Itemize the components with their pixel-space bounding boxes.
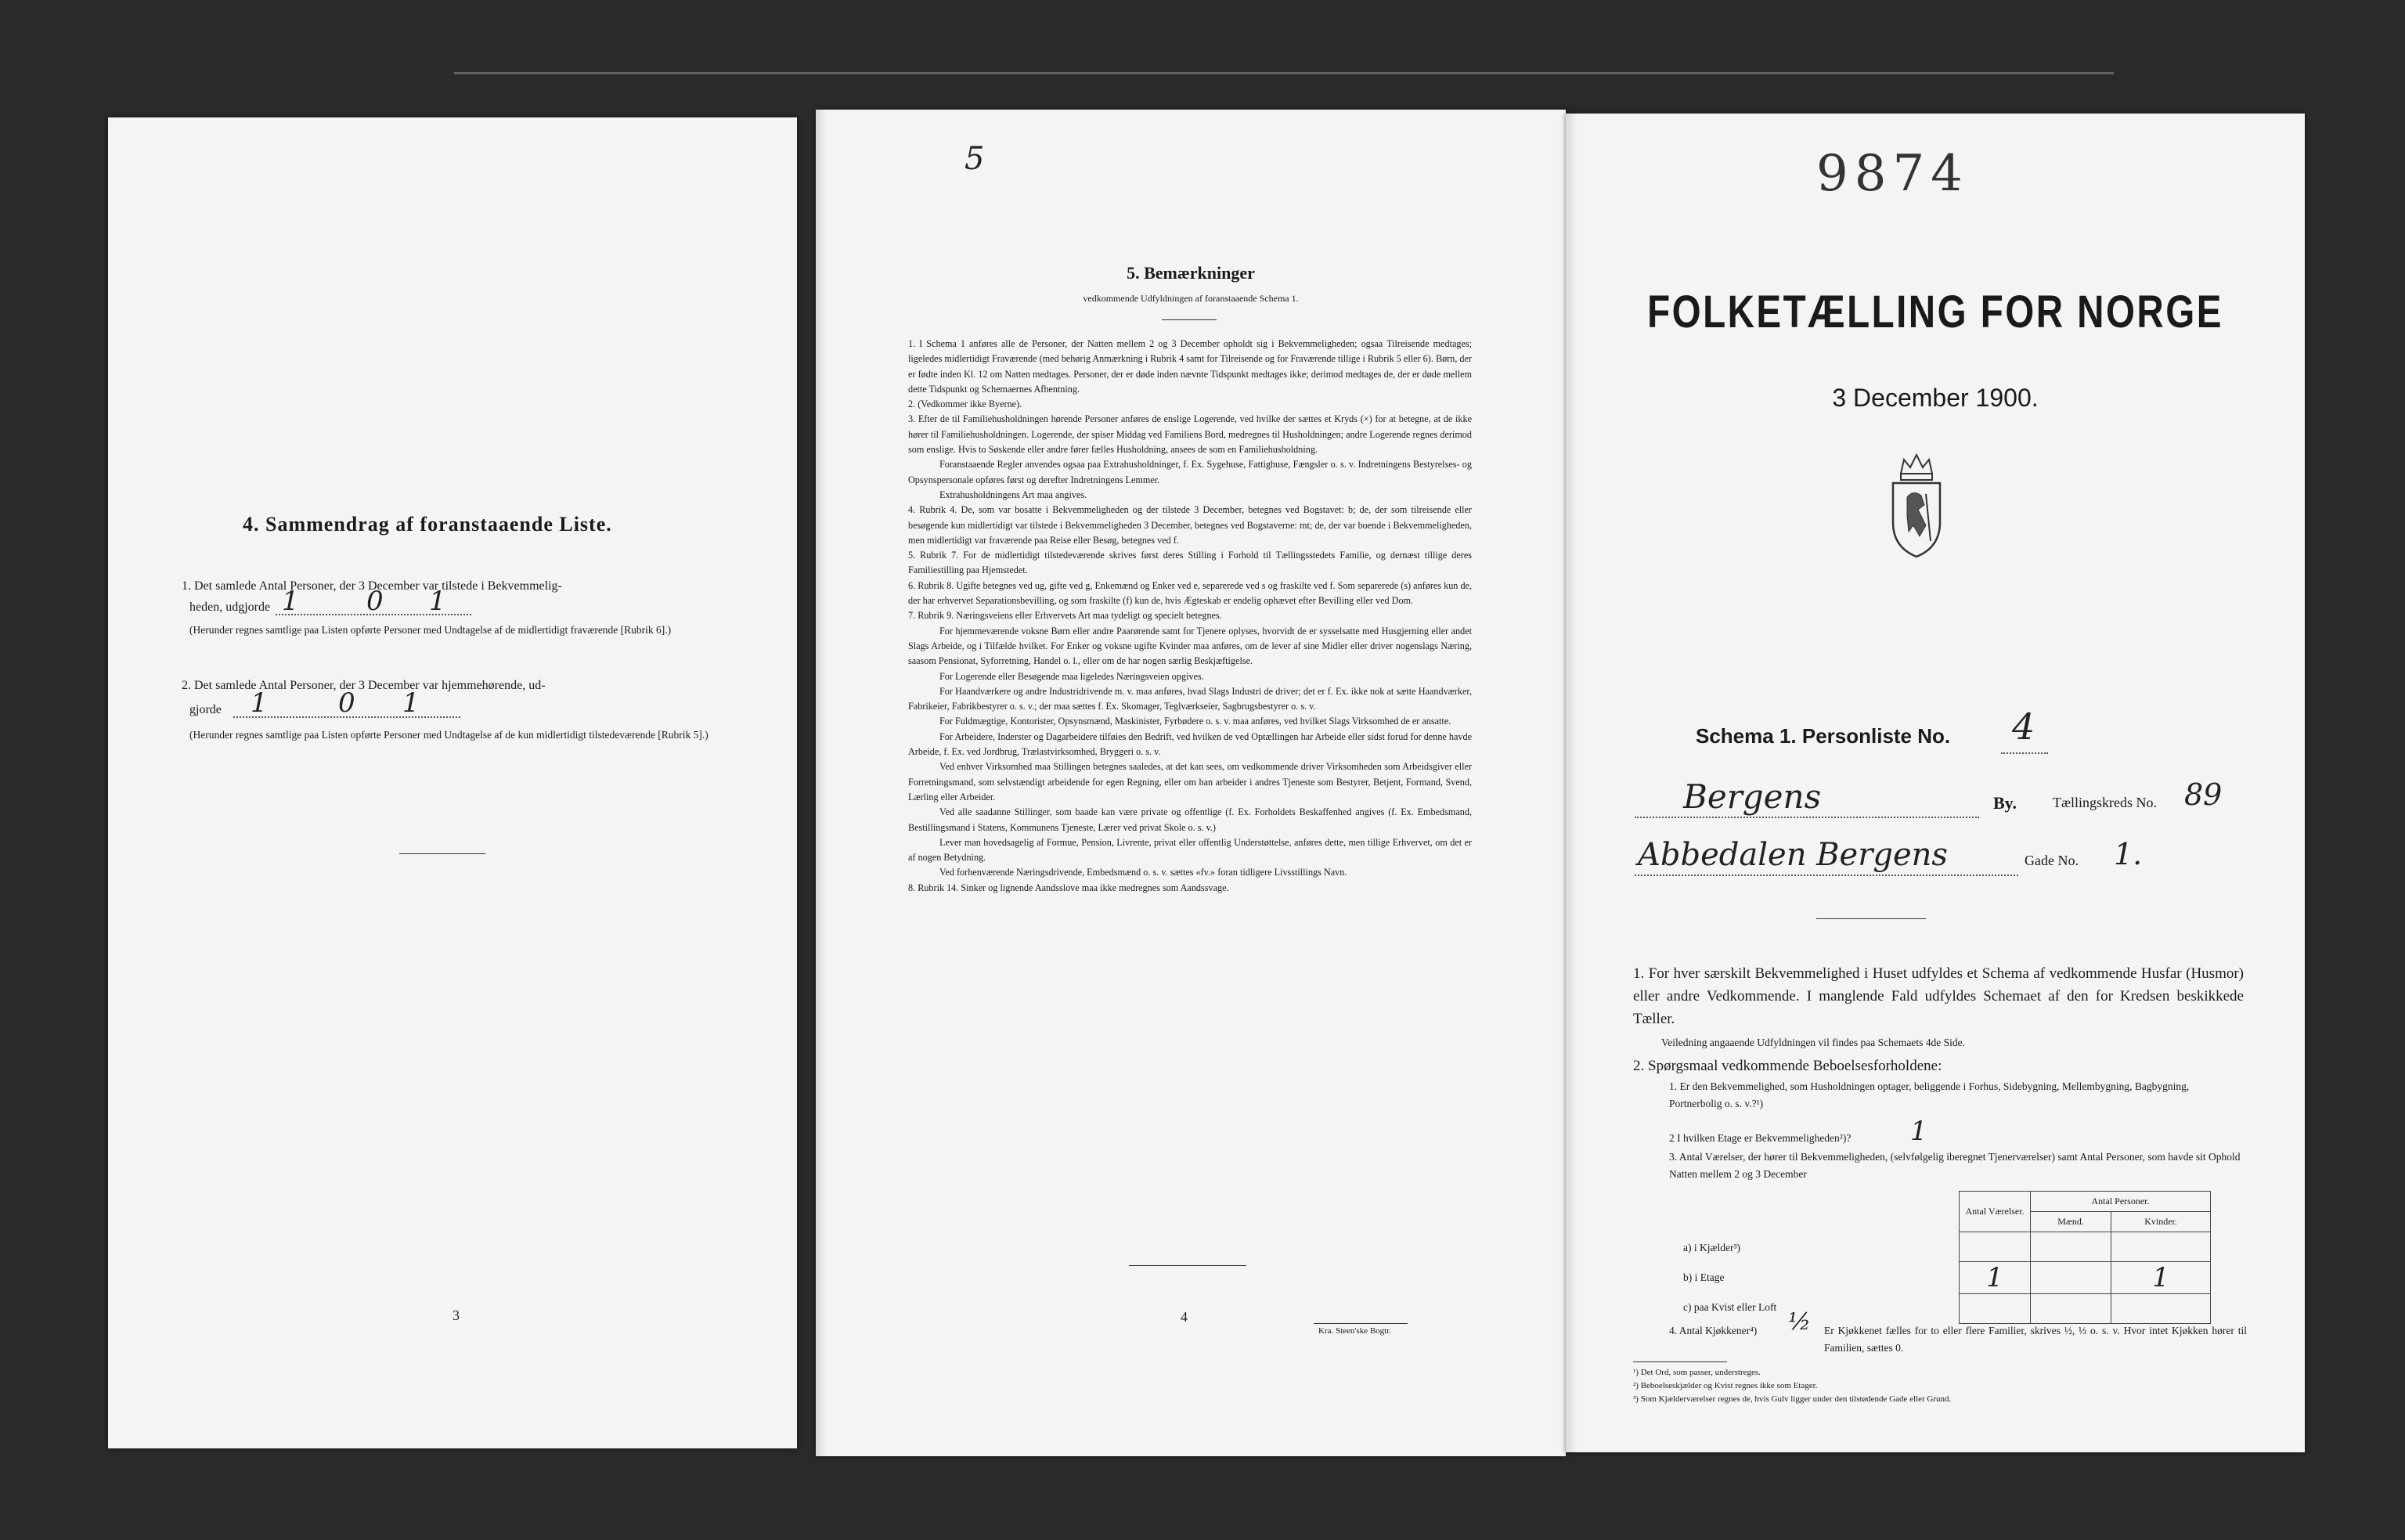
remarks-title: 5. Bemærkninger [1127, 263, 1255, 283]
gade-label: Gade No. [2025, 853, 2079, 868]
question-2: 2 I hvilken Etage er Bekvemmeligheden²)? [1669, 1132, 1852, 1144]
th-women: Kvinder. [2111, 1212, 2211, 1232]
remark-4: 4. Rubrik 4. De, som var bosatte i Bekvemmeligheden og der tilstede 3 December, betegnes ved Bogstavet: b; de, der som tilreisende eller besøgende kun midlertidigt var tilstede i Bekvemmeligheden 3 December, betegnes ved Bogstaverne: mt; de, der var boende i Bekvemmeligheden, men midlertidigt var fraværende paa Reise eller Besøg, betegnes ved f. [908, 504, 1472, 546]
kreds-hw: 89 [2184, 777, 2223, 812]
remark-7-f: Ved enhver Virksomhed maa Stillingen betegnes saaledes, at det kan sees, om vedkommende driver Virksomheden som Arbeidsgiver eller Forretningsmand, som selvstændigt arbeidende for egen Regning, eller om han arbeider i andres Tjeneste som Bestyrer, Betjent, Formand, Svend, Lærling eller Arbeider. [908, 761, 1472, 802]
remark-7-b: For Logerende eller Besøgende maa ligeledes Næringsveien opgives. [939, 670, 1204, 682]
row-label-b: b) i Etage [1683, 1271, 1725, 1283]
divider [1816, 918, 1926, 919]
question-1: 1. Er den Bekvemmelighed, som Husholdningen optager, beliggende i Forhus, Sidebygning, Mellembygning, Bagbygning, Portnerbolig o. s. v.?¹) [1669, 1080, 2190, 1109]
city-fill-line [1635, 817, 1979, 818]
schema-number-hw: 4 [2012, 705, 2035, 748]
street-fill-line [1635, 875, 2018, 876]
schema-fill-line [2001, 752, 2048, 754]
census-date: 3 December 1900. [1832, 384, 2039, 412]
th-men: Mænd. [2031, 1212, 2111, 1232]
kreds-label: Tællingskreds No. [2053, 795, 2157, 810]
row-label-a: a) i Kjælder³) [1683, 1242, 1741, 1253]
cell-men-c [2031, 1294, 2111, 1324]
city-hw: Bergens [1683, 777, 1822, 816]
page-1-cover [1566, 114, 2305, 1452]
page-number: 4 [1181, 1309, 1188, 1325]
summary-item-1-hw-a: 1 [282, 586, 299, 617]
street-hw: Abbedalen Bergens [1638, 837, 1948, 873]
summary-item-1: 1. Det samlede Antal Personer, der 3 December var tilstede i Bekvemmelig- [182, 579, 562, 593]
printer-rule [1314, 1323, 1408, 1324]
footnote-3: ³) Som Kjælderværelser regnes de, hvis Gulv ligger under den tilstødende Gade eller Grund. [1633, 1394, 1952, 1404]
remark-7-g: Ved alle saadanne Stillinger, som baade kan være private og offentlige (f. Ex. Forholdets Beskaffenhed angives (f. Ex. Embedsmand, Bestillingsmand i Statens, Kommunens Tjeneste, Lærer ved privat Skole o. s. v.) [908, 806, 1472, 833]
norwegian-coat-of-arms-icon [1887, 450, 1946, 560]
title-rule [1162, 319, 1217, 320]
instruction-1: 1. For hver særskilt Bekvemmelighed i Huset udfyldes et Schema af vedkommende Husfar (Husmor) eller andre Vedkommende. I manglende Fald udfyldes Schemaet af den for Kredsen beskikkede Tæller. [1633, 965, 2244, 1027]
th-persons: Antal Personer. [2031, 1192, 2211, 1212]
question-4: 4. Antal Kjøkkener⁴) [1669, 1325, 1758, 1336]
summary-item-2-hw-a: 1 [251, 687, 268, 719]
cell-men-a [2031, 1232, 2111, 1262]
schema-label: Schema 1. Personliste No. [1696, 724, 1951, 748]
remark-6: 6. Rubrik 8. Ugifte betegnes ved ug, gifte ved g, Enkemænd og Enker ved e, separerede ved s og fraskilte ved f. Som separerede (s) anføres kun de, der har erhvervet Separationsbevilling, og som fraskilte (f) kun de, hvis Ægteskab er endelig ophævet efter Bevilling eller ved Dom. [908, 579, 1472, 607]
question-4-rest: Er Kjøkkenet fælles for to eller flere Familier, skrives ½, ⅓ o. s. v. Hvor intet Kjøkken hører til Familien, sættes 0. [1824, 1325, 2247, 1354]
remark-7-i: Ved forhenværende Næringsdrivende, Embedsmænd o. s. v. sættes «fv.» foran tidligere Livsstillings Navn. [939, 867, 1347, 878]
printer-mark: Kra. Steen'ske Bogtr. [1318, 1326, 1392, 1336]
archive-number: 9874 [1816, 145, 1969, 203]
summary-item-1-note: (Herunder regnes samtlige paa Listen opførte Personer med Undtagelse af de midlertidigt fraværende [Rubrik 6].) [189, 624, 672, 636]
summary-section-title: 4. Sammendrag af foranstaaende Liste. [243, 513, 612, 536]
summary-item-1-hw-c: 1 [429, 586, 446, 617]
page-fold [1566, 114, 1577, 1452]
cell-rooms-c [1960, 1294, 2031, 1324]
remark-1: 1. I Schema 1 anføres alle de Personer, der Natten mellem 2 og 3 December opholdt sig i Bekvemmeligheden; ogsaa Tilreisende medtages; ligeledes midlertidigt Fraværende (med behørig Anmærkning i Rubrik 4 samt for Tilreisende og for Fraværende tillige i Rubrik 5 eller 6). Børn, der er fødte inden Kl. 12 om Natten medtages. Personer, der er døde inden nævnte Tidspunkt medtages ikke; derimod medtages de, der er døde mellem dette Tidspunkt og Schemaernes Afhentning. [908, 338, 1472, 395]
page-3 [108, 117, 797, 1448]
cell-rooms-b: 1 [1960, 1262, 2031, 1294]
question-2-hw: 1 [1910, 1116, 1927, 1147]
summary-item-2: 2. Det samlede Antal Personer, der 3 December var hjemmehørende, ud- [182, 679, 546, 692]
remark-5: 5. Rubrik 7. For de midlertidigt tilstedeværende skrives først deres Stilling i Forhold til Tællingsstedets Familie, og dernæst tillige deres Familiestilling paa Hjemstedet. [908, 550, 1472, 576]
instruction-1-note: Veiledning angaaende Udfyldningen vil findes paa Schemaets 4de Side. [1661, 1037, 1966, 1048]
th-rooms: Antal Værelser. [1960, 1192, 2031, 1232]
summary-item-1-line2: heden, udgjorde [189, 600, 271, 614]
instruction-2: 2. Spørgsmaal vedkommende Beboelsesforholdene: [1633, 1058, 1942, 1074]
question-4-hw: ½ [1788, 1308, 1812, 1336]
summary-item-2-note: (Herunder regnes samtlige paa Listen opførte Personer med Undtagelse af de kun midlertidigt tilstedeværende [Rubrik 5].) [189, 729, 709, 741]
bottom-rule [1129, 1265, 1246, 1266]
summary-item-2-hw-c: 1 [402, 687, 420, 719]
footnote-rule [1633, 1361, 1727, 1362]
row-label-c: c) paa Kvist eller Loft [1683, 1301, 1777, 1313]
corner-mark: 5 [965, 141, 985, 177]
footnote-1: ¹) Det Ord, som passer, understreges. [1633, 1368, 1761, 1377]
by-label: By. [1993, 793, 2017, 813]
summary-item-2-line2: gjorde [189, 703, 222, 716]
remark-7-d: For Fuldmægtige, Kontorister, Opsynsmænd, Maskinister, Fyrbødere o. s. v. maa anføres, ved hvilket Slags Virksomhed de er ansatte. [939, 716, 1451, 727]
cell-women-b: 1 [2111, 1262, 2211, 1294]
remark-3-art: Extrahusholdningens Art maa angives. [939, 489, 1087, 500]
remark-3: 3. Efter de til Familiehusholdningen hørende Personer anføres de enslige Logerende, ved hvilke der sættes et Kryds (×) for at betegne, at de ikke hører til Familiehusholdningen. Logerende, der spiser Middag ved Familiens Bord, medregnes til Husholdningen; andre Logerende regnes derimod som enslige. Hvis to Søskende eller andre fører fælles Husholdning, ansees de som en Familiehusholdning. [908, 413, 1472, 456]
remark-7-a: For hjemmeværende voksne Børn eller andre Paarørende samt for Tjenere oplyses, hvorvidt de er sysselsatte med Husgjerning eller andet Slags Arbeide, og i Tilfælde hvilket. For Enker og voksne ugifte Kvinder maa anføres, om de lever af sine Midler eller driver nogenslags Næring, saasom Pensionat, Syforretning, Handel o. l., eller om de har nogen særlig Beskjæftigelse. [908, 625, 1472, 667]
divider [399, 853, 485, 854]
remark-7-e: For Arbeidere, Inderster og Dagarbeidere tilføies den Bedrift, ved hvilken de ved Optællingen har Arbeide eller sidst forud for denne havde Arbeide, f. Ex. ved Jordbrug, Trælastvirksomhed, Bryggeri o. s. v. [908, 730, 1472, 758]
remark-7-h: Lever man hovedsagelig af Formue, Pension, Livrente, privat eller offentlig Understøttelse, anføres dette, men tillige Erhvervet, om det er af nogen Betydning. [908, 836, 1472, 864]
question-3: 3. Antal Værelser, der hører til Bekvemmeligheden, (selvfølgelig iberegnet Tjenerværelser) samt Antal Personer, som havde sit Ophold Natten mellem 2 og 3 December [1669, 1151, 2241, 1180]
cell-rooms-a [1960, 1232, 2031, 1262]
gade-hw: 1. [2114, 837, 2143, 871]
remarks-subtitle: vedkommende Udfyldningen af foranstaaende Schema 1. [1083, 293, 1299, 304]
scan-edge-line [454, 72, 2114, 74]
remark-2: 2. (Vedkommer ikke Byerne). [908, 399, 1022, 410]
remarks-body [908, 337, 1472, 896]
cell-men-b [2031, 1262, 2111, 1294]
page-fold [816, 110, 827, 1456]
page-number: 3 [453, 1307, 460, 1323]
remark-7-c: For Haandværkere og andre Industridrivende m. v. maa anføres, hvad Slags Industri de driver; det er f. Ex. ikke nok at sætte Haandværker, Fabrikeier, Fabrikbestyrer o. s. v.; der maa sættes f. Ex. Skomager, Teglværkseier, Sagbrugsbestyrer o. s. v. [908, 685, 1472, 712]
cell-women-c [2111, 1294, 2211, 1324]
cell-women-a [2111, 1232, 2211, 1262]
page-4 [816, 110, 1566, 1456]
remark-7: 7. Rubrik 9. Næringsveiens eller Erhvervets Art maa tydeligt og specielt betegnes. [908, 610, 1222, 622]
summary-item-2-hw-b: 0 [338, 687, 355, 719]
remark-8: 8. Rubrik 14. Sinker og lignende Aandsslove maa ikke medregnes som Aandssvage. [908, 882, 1229, 893]
footnote-2: ²) Beboelseskjælder og Kvist regnes ikke som Etager. [1633, 1381, 1818, 1390]
occupancy-table [1959, 1191, 2211, 1324]
remark-3-extra: Foranstaaende Regler anvendes ogsaa paa Extrahusholdninger, f. Ex. Sygehuse, Fattighuse, Fængsler o. s. v. Indretningens Bestyrelses- og Opsynspersonale opføres først og derefter Indretningens Lemmer. [908, 459, 1472, 485]
census-title: FOLKETÆLLING FOR NORGE [1647, 287, 2223, 337]
summary-item-1-hw-b: 0 [366, 586, 384, 617]
